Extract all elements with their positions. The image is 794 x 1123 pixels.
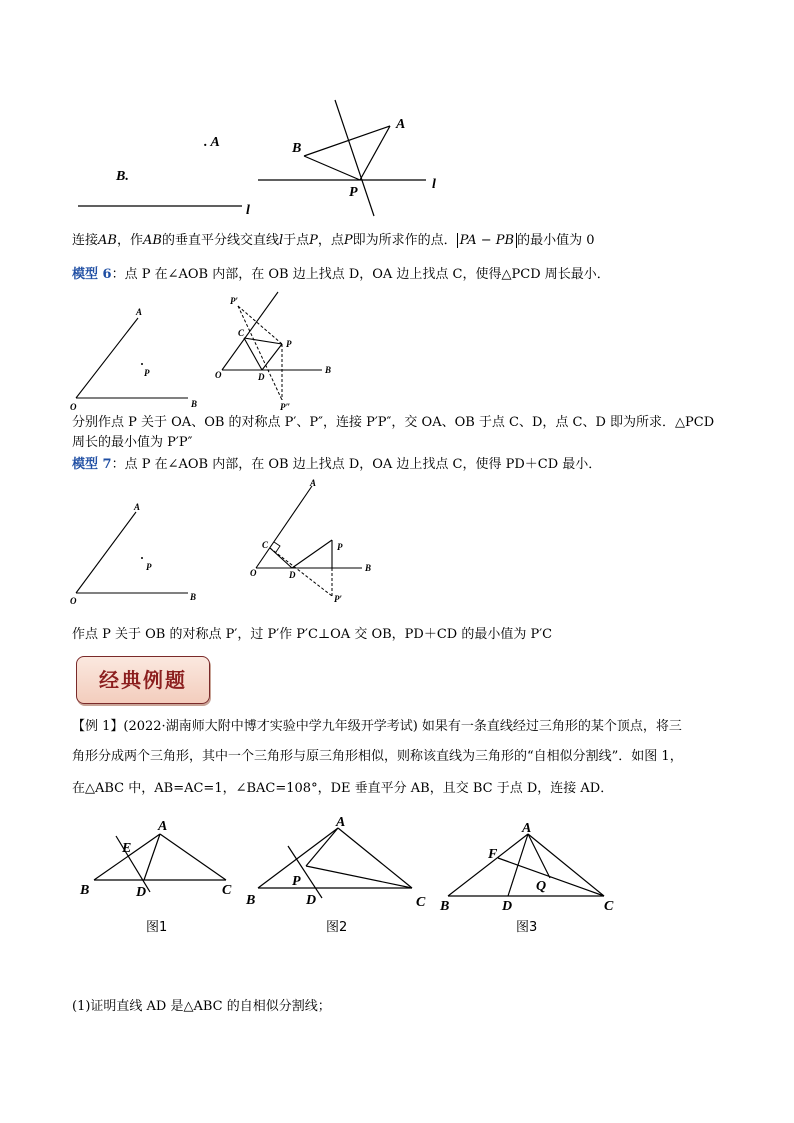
- abs-expression: PA − PB: [457, 233, 517, 248]
- model6-label: 模型 6: [72, 267, 112, 282]
- figure-3: [439, 821, 614, 914]
- label-A-right: A: [396, 117, 406, 132]
- svg-text:A: A: [134, 502, 141, 512]
- svg-text:P″: P″: [280, 402, 291, 412]
- example1-line2: 角形分成两个三角形，其中一个三角形与原三角形相似，则称该直线为三角形的“自相似分割线”．如图 1，: [72, 749, 683, 764]
- svg-text:C: C: [262, 540, 269, 550]
- svg-text:P: P: [292, 874, 301, 889]
- section-badge-classic-examples: 经典例题: [76, 656, 210, 704]
- svg-text:D: D: [306, 893, 317, 908]
- model7-label: 模型 7: [72, 457, 112, 472]
- example1-line1: 【例 1】(2022·湖南师大附中博才实验中学九年级开学考试) 如果有一条直线经过三角形的某个顶点，将三: [72, 719, 682, 734]
- svg-text:B: B: [440, 899, 450, 914]
- svg-text:B: B: [246, 893, 256, 908]
- svg-text:Q: Q: [536, 879, 547, 894]
- model6-statement: 模型 6：点 P 在∠AOB 内部，在 OB 边上找点 D，OA 边上找点 C，使得△PCD 周长最小．: [72, 267, 610, 282]
- svg-text:O: O: [70, 596, 77, 606]
- svg-text:D: D: [502, 899, 513, 914]
- svg-text:P′: P′: [334, 594, 343, 604]
- svg-text:O: O: [215, 370, 222, 380]
- label-l-left: l: [246, 203, 250, 218]
- svg-text:E: E: [122, 841, 132, 856]
- label-B-left: B.: [116, 169, 129, 184]
- caption-figure-3: 图3: [516, 920, 538, 935]
- svg-text:B: B: [365, 563, 372, 573]
- model6-desc-line1: 分别作点 P 关于 OA、OB 的对称点 P′、P″，连接 P′P″，交 OA、OB 于点 C、D，点 C、D 即为所求．△PCD: [72, 415, 715, 430]
- model7-desc: 作点 P 关于 OB 的对称点 P′，过 P′作 P′C⊥OA 交 OB，PD＋CD 的最小值为 P′C: [72, 627, 553, 642]
- svg-text:P′: P′: [230, 296, 239, 306]
- svg-text:D: D: [136, 885, 147, 900]
- example1-line3: 在△ABC 中，AB=AC=1，∠BAC=108°，DE 垂直平分 AB，且交 BC 于点 D，连接 AD．: [72, 781, 614, 796]
- svg-text:C: C: [604, 899, 614, 914]
- svg-text:A: A: [310, 478, 317, 488]
- svg-text:B: B: [325, 365, 332, 375]
- figure-2: [245, 815, 426, 910]
- svg-text:D: D: [289, 570, 296, 580]
- figure-1: [79, 819, 232, 900]
- svg-text:A: A: [336, 815, 346, 830]
- model6-desc-line2: 周长的最小值为 P′P″: [72, 435, 193, 450]
- svg-text:P: P: [286, 339, 292, 349]
- question-1: (1)证明直线 AD 是△ABC 的自相似分割线；: [72, 999, 331, 1014]
- svg-text:F: F: [488, 847, 498, 862]
- caption-figure-1: 图1: [146, 920, 168, 935]
- model7-statement: 模型 7：点 P 在∠AOB 内部，在 OB 边上找点 D，OA 边上找点 C，使得 PD＋CD 最小．: [72, 457, 602, 472]
- svg-text:D: D: [258, 372, 265, 382]
- svg-text:P: P: [144, 368, 150, 378]
- label-A-left: . A: [204, 135, 220, 150]
- svg-text:P: P: [146, 562, 152, 572]
- svg-text:P: P: [337, 542, 343, 552]
- svg-text:A: A: [158, 819, 168, 834]
- svg-text:C: C: [238, 328, 245, 338]
- svg-text:A: A: [522, 821, 532, 836]
- svg-text:O: O: [70, 402, 77, 412]
- svg-text:C: C: [416, 895, 426, 910]
- caption-figure-2: 图2: [326, 920, 348, 935]
- svg-text:B: B: [191, 399, 198, 409]
- svg-text:A: A: [136, 307, 143, 317]
- label-l-right: l: [432, 177, 436, 192]
- svg-text:B: B: [80, 883, 90, 898]
- svg-text:O: O: [250, 568, 257, 578]
- svg-text:C: C: [222, 883, 232, 898]
- label-B-right: B: [292, 141, 302, 156]
- label-P-right: P: [349, 185, 358, 200]
- paragraph-model5-desc: 连接AB，作AB的垂直平分线交直线l于点P，点P即为所求作的点． PA − PB 的最小值为 0: [72, 233, 595, 248]
- svg-text:B: B: [190, 592, 197, 602]
